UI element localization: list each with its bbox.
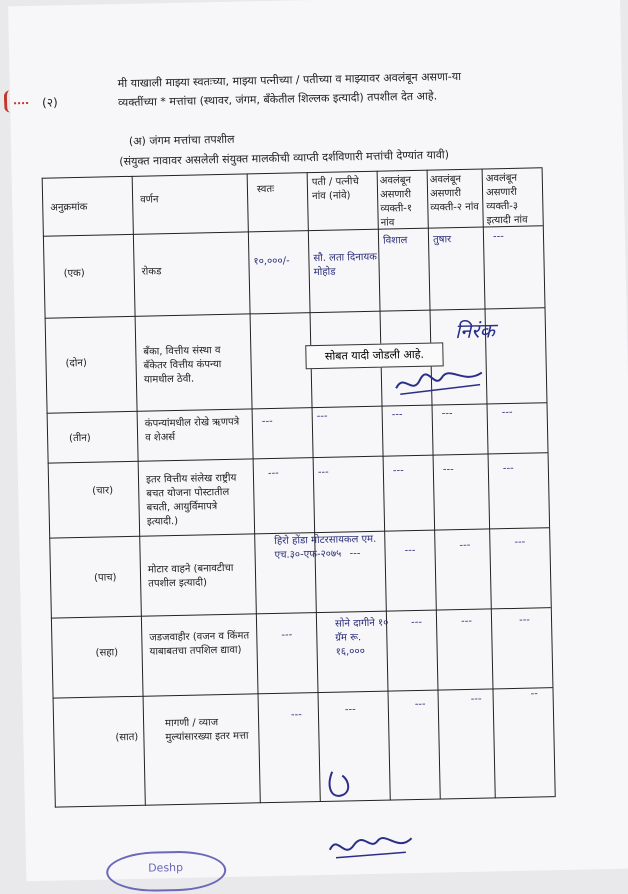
header-dep2: अवलंबून असणारी व्यक्ती-२ नांव [429, 173, 480, 214]
section-number: (२) [41, 95, 58, 110]
row2-description: बँका, वित्तीय संस्था व बँकेतर वित्तीय कंपन्या यामधील ठेवी. [143, 345, 222, 386]
row6-dep1: --- [410, 616, 423, 629]
signature-bottom [325, 830, 416, 866]
row5-self: हिरो होंडा मोटरसायकल एम. एच.३०-एफ-२०७५ [274, 533, 377, 561]
row4-spouse: --- [317, 466, 329, 479]
signature-scribble-icon [394, 367, 485, 399]
row5-dep1: --- [404, 544, 416, 557]
intro-paragraph: मी याखाली माझ्या स्वतःच्या, माझ्या पत्नीच्या / पतीच्या व माझ्यावर अवलंबून असणा-या व्यक्तींच्या * मत्तांचा (स्थावर, जंगम, बँकेतील शिल्लक इत्यादी) तपशील देत आहे. [117, 69, 462, 110]
row5-spouse: --- [349, 548, 361, 560]
row4-dep2: --- [442, 464, 454, 476]
row7-dep2: --- [470, 693, 482, 705]
row1-dep1: विशाल [382, 235, 408, 247]
initial-scribble-icon [324, 767, 355, 802]
row1-dep3: --- [492, 231, 504, 243]
row3-description: कंपन्यांमधील रोखे ऋणपत्रे व शेअर्स [144, 416, 240, 444]
row3-dep1: --- [391, 409, 403, 421]
row4-self: --- [267, 467, 279, 480]
header-self: स्वतः [256, 183, 275, 196]
signature-mid [394, 367, 485, 404]
assets-table [42, 167, 585, 808]
row7-self: --- [290, 709, 302, 721]
row1-dep2: तुषार [432, 234, 452, 246]
row4-description: इतर वित्तीय संलेख राष्ट्रीय बचत योजना पोस्टातील बचती, आयुर्विमापत्रे इत्यादी.) [145, 472, 237, 528]
row6-self: --- [281, 629, 293, 641]
row4-serial: (चार) [92, 485, 114, 497]
row3-dep3: --- [501, 406, 513, 419]
row2-serial: (दोन) [65, 357, 87, 370]
row4-dep3: --- [502, 462, 514, 475]
header-spouse: पती / पत्नीचे नांव (नांवे) [311, 176, 359, 203]
row7-spouse: --- [344, 704, 356, 716]
header-serial: अनुक्रमांक [50, 201, 88, 214]
row4-dep1: --- [392, 465, 404, 477]
row5-dep3: --- [514, 536, 526, 548]
row7-serial: (सात) [115, 731, 139, 744]
signature-bottom-scribble-icon [325, 830, 416, 862]
row1-self: १०,०००/- [253, 255, 290, 268]
row5-dep2: --- [459, 539, 471, 552]
document-page [8, 0, 628, 881]
row6-serial: (सहा) [95, 647, 119, 659]
row5-description: मोटार वाहने (बनावटीचा तपशील इत्यादी) [147, 562, 234, 590]
row7-dep3: -- [530, 688, 538, 700]
header-dep3: अवलंबून असणारी व्यक्ती-३ इत्यादी नांव [485, 172, 528, 227]
row3-dep2: --- [441, 408, 453, 420]
red-thread-mark [14, 102, 28, 110]
row6-dep2: --- [460, 615, 472, 628]
table-note: (संयुक्त नावावर असलेली संयुक्त मालकीची व्याप्ती दर्शविणारी मत्तांची देण्यांत यावी) [119, 148, 450, 169]
row1-spouse: सौ. लता दिनायक मोहोड [313, 251, 378, 279]
row7-description: मागणी / व्याज मुल्यांसारख्या इतर मत्ता [165, 717, 249, 744]
row3-spouse: --- [316, 410, 328, 423]
nirank-handwriting: निरंक [454, 318, 496, 344]
subheading: (अ) जंगम मत्तांचा तपशील [128, 132, 235, 148]
row6-spouse: सोने दागीने १० ग्रॅम रू. १६,००० [334, 617, 389, 658]
row6-description: जडजवाहीर (वजन व किंमत याबाबतचा तपशिल द्यावा) [149, 630, 250, 658]
attached-list-stamp: सोबत यादी जोडली आहे. [305, 342, 443, 369]
row7-dep1: --- [414, 698, 426, 711]
row3-self: --- [261, 415, 273, 428]
row5-serial: (पाच) [93, 572, 117, 584]
initial-mark [324, 767, 355, 806]
row1-serial: (एक) [63, 267, 85, 280]
header-description: वर्णन [140, 194, 159, 206]
row1-description: रोकड [141, 266, 162, 278]
row3-serial: (तीन) [69, 432, 91, 445]
header-dep1: अवलंबून असणारी व्यक्ती-१ नांव [379, 175, 413, 229]
row6-dep3: --- [518, 614, 530, 626]
office-seal: Deshp [106, 850, 227, 893]
